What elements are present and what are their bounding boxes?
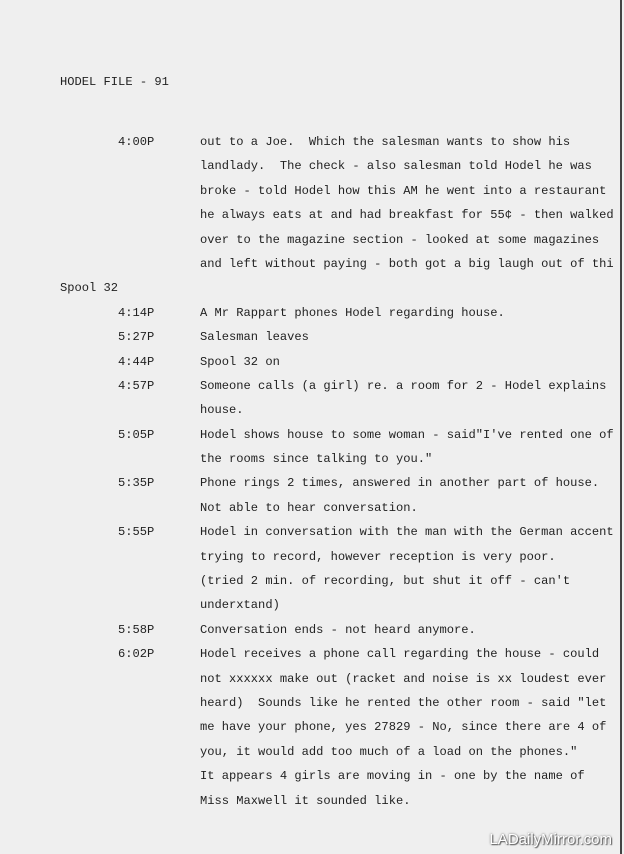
log-line <box>0 471 624 495</box>
log-line <box>0 154 624 178</box>
document-body <box>0 130 624 813</box>
log-text: Miss Maxwell it sounded like. <box>200 793 411 808</box>
log-text: out to a Joe. Which the salesman wants to show his <box>200 135 571 149</box>
log-text: It appears 4 girls are moving in - one by the name of <box>200 769 585 784</box>
log-line <box>0 520 624 544</box>
log-line <box>0 350 624 374</box>
log-time: 6:02P <box>118 647 155 662</box>
log-text: over to the magazine section - looked at some magazines <box>200 232 600 247</box>
log-text: heard) Sounds like he rented the other room - said "let <box>200 695 607 710</box>
log-text: (tried 2 min. of recording, but shut it off - can't <box>200 574 571 589</box>
log-text: Phone rings 2 times, answered in another part of house. <box>200 476 600 491</box>
log-line <box>0 301 624 325</box>
log-line <box>0 447 624 471</box>
log-text: and left without paying - both got a big laugh out of thi <box>200 256 614 271</box>
log-time: 5:58P <box>118 622 155 637</box>
log-text: Hodel in conversation with the man with the German accent <box>200 525 614 540</box>
log-text: Someone calls (a girl) re. a room for 2 - Hodel explains <box>200 378 607 393</box>
log-line <box>0 130 624 154</box>
log-time: 4:00P <box>118 135 155 149</box>
log-time: 5:05P <box>118 427 155 442</box>
log-time: 4:14P <box>118 305 155 320</box>
log-line <box>0 423 624 447</box>
log-line <box>0 691 624 715</box>
log-time: 4:44P <box>118 354 155 369</box>
log-text: not xxxxxx make out (racket and noise is xx loudest ever <box>200 671 607 686</box>
log-line <box>0 618 624 642</box>
log-text: the rooms since talking to you." <box>200 452 433 467</box>
log-line <box>0 740 624 764</box>
log-time: 4:57P <box>118 378 155 393</box>
log-text: me have your phone, yes 27829 - No, since there are 4 of <box>200 720 607 735</box>
log-text: trying to record, however reception is very poor. <box>200 549 556 564</box>
log-text: you, it would add too much of a load on the phones." <box>200 744 578 759</box>
log-line <box>0 496 624 520</box>
log-line <box>0 764 624 788</box>
log-line <box>0 252 624 276</box>
log-text: he always eats at and had breakfast for 55¢ - then walked <box>200 208 614 223</box>
section-heading: Spool 32 <box>60 281 119 296</box>
section-line <box>0 276 624 300</box>
log-text: Salesman leaves <box>200 330 309 345</box>
log-text: Not able to hear conversation. <box>200 500 418 515</box>
watermark: LADailyMirror.com <box>489 831 612 848</box>
log-line <box>0 228 624 252</box>
log-text: Hodel receives a phone call regarding the house - could <box>200 647 600 662</box>
log-line <box>0 593 624 617</box>
log-line <box>0 789 624 813</box>
log-text: Hodel shows house to some woman - said"I've rented one of <box>200 427 614 442</box>
log-line <box>0 179 624 203</box>
log-line <box>0 642 624 666</box>
log-text: house. <box>200 403 244 418</box>
log-line <box>0 667 624 691</box>
log-text: Spool 32 on <box>200 354 280 369</box>
log-text: landlady. The check - also salesman told Hodel he was <box>200 159 592 174</box>
log-line <box>0 569 624 593</box>
log-time: 5:27P <box>118 330 155 345</box>
log-line <box>0 203 624 227</box>
page-title: HODEL FILE - 91 <box>60 75 169 89</box>
log-text: broke - told Hodel how this AM he went into a restaurant <box>200 183 607 198</box>
log-line <box>0 374 624 398</box>
log-line <box>0 325 624 349</box>
log-text: Conversation ends - not heard anymore. <box>200 622 476 637</box>
log-text: A Mr Rappart phones Hodel regarding house. <box>200 305 505 320</box>
log-text: underxtand) <box>200 598 280 613</box>
log-time: 5:55P <box>118 525 155 540</box>
log-line <box>0 715 624 739</box>
log-time: 5:35P <box>118 476 155 491</box>
log-line <box>0 398 624 422</box>
log-line <box>0 545 624 569</box>
